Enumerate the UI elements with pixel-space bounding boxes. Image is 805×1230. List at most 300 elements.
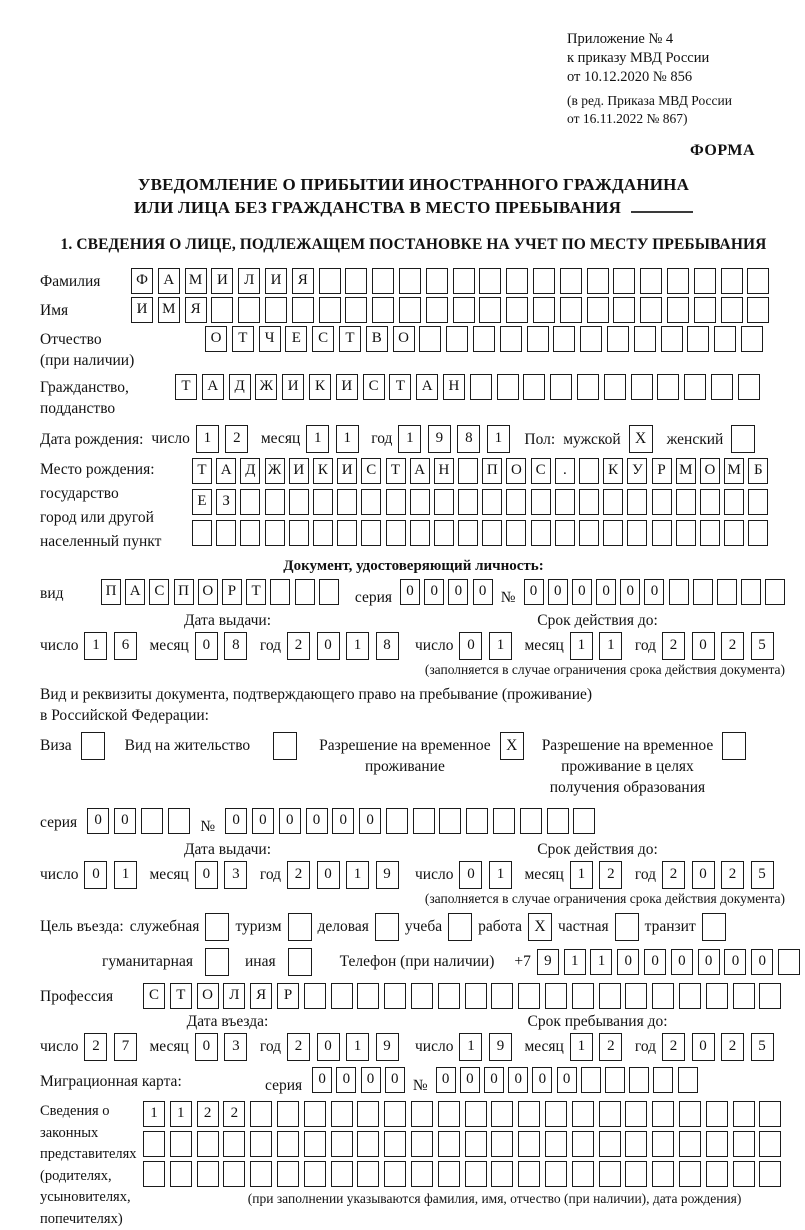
checkbox-purpose-transit[interactable] [702, 913, 726, 941]
char-cell[interactable] [527, 326, 549, 352]
char-cell[interactable]: О [205, 326, 227, 352]
char-cell[interactable] [384, 1131, 406, 1157]
char-cell[interactable]: 0 [385, 1067, 405, 1093]
char-cell[interactable] [506, 297, 528, 323]
char-cell[interactable]: Т [192, 458, 212, 484]
char-cell[interactable]: А [216, 458, 236, 484]
char-cell[interactable] [667, 297, 689, 323]
char-cell[interactable]: 1 [346, 1033, 369, 1061]
char-cell[interactable]: 0 [312, 1067, 332, 1093]
char-cell[interactable]: 2 [721, 632, 744, 660]
birth-year-input[interactable] [398, 425, 516, 453]
char-cell[interactable] [458, 520, 478, 546]
char-cell[interactable]: 0 [359, 808, 381, 834]
char-cell[interactable] [625, 1131, 647, 1157]
char-cell[interactable] [678, 1067, 698, 1093]
char-cell[interactable]: 0 [460, 1067, 480, 1093]
char-cell[interactable]: 0 [724, 949, 746, 975]
char-cell[interactable] [345, 268, 367, 294]
char-cell[interactable] [313, 520, 333, 546]
char-cell[interactable]: 2 [599, 861, 622, 889]
char-cell[interactable]: 0 [400, 579, 420, 605]
char-cell[interactable] [493, 808, 515, 834]
char-cell[interactable] [240, 489, 260, 515]
char-cell[interactable] [491, 983, 513, 1009]
char-cell[interactable] [778, 949, 800, 975]
char-cell[interactable] [170, 1131, 192, 1157]
char-cell[interactable] [426, 297, 448, 323]
char-cell[interactable] [482, 489, 502, 515]
char-cell[interactable] [714, 326, 736, 352]
char-cell[interactable] [304, 1161, 326, 1187]
char-cell[interactable] [413, 808, 435, 834]
char-cell[interactable]: 0 [572, 579, 592, 605]
char-cell[interactable]: 9 [537, 949, 559, 975]
char-cell[interactable] [506, 489, 526, 515]
char-cell[interactable]: 0 [532, 1067, 552, 1093]
char-cell[interactable] [520, 808, 542, 834]
checkbox-visa[interactable] [81, 732, 105, 760]
identity-valid-year-input[interactable] [662, 632, 780, 660]
char-cell[interactable]: 2 [721, 1033, 744, 1061]
char-cell[interactable] [168, 808, 190, 834]
char-cell[interactable]: 1 [489, 861, 512, 889]
char-cell[interactable]: 1 [487, 425, 510, 453]
char-cell[interactable] [669, 579, 689, 605]
char-cell[interactable] [733, 1101, 755, 1127]
char-cell[interactable] [733, 1161, 755, 1187]
char-cell[interactable]: 0 [225, 808, 247, 834]
char-cell[interactable] [652, 1131, 674, 1157]
char-cell[interactable] [419, 326, 441, 352]
char-cell[interactable] [599, 1101, 621, 1127]
char-cell[interactable] [497, 374, 519, 400]
char-cell[interactable] [599, 983, 621, 1009]
char-cell[interactable] [479, 268, 501, 294]
char-cell[interactable] [572, 1131, 594, 1157]
char-cell[interactable] [684, 374, 706, 400]
char-cell[interactable]: Р [652, 458, 672, 484]
char-cell[interactable] [555, 520, 575, 546]
char-cell[interactable] [143, 1131, 165, 1157]
char-cell[interactable] [277, 1131, 299, 1157]
char-cell[interactable] [613, 268, 635, 294]
char-cell[interactable]: А [410, 458, 430, 484]
representatives-line3-input[interactable] [143, 1161, 786, 1187]
checkbox-purpose-business[interactable] [375, 913, 399, 941]
char-cell[interactable]: Л [238, 268, 260, 294]
char-cell[interactable]: 9 [376, 1033, 399, 1061]
char-cell[interactable]: Л [223, 983, 245, 1009]
char-cell[interactable] [625, 983, 647, 1009]
char-cell[interactable] [289, 520, 309, 546]
char-cell[interactable] [289, 489, 309, 515]
char-cell[interactable]: 0 [692, 632, 715, 660]
char-cell[interactable] [319, 579, 339, 605]
char-cell[interactable] [384, 983, 406, 1009]
char-cell[interactable] [694, 268, 716, 294]
char-cell[interactable] [491, 1101, 513, 1127]
char-cell[interactable]: 0 [617, 949, 639, 975]
char-cell[interactable]: 9 [376, 861, 399, 889]
char-cell[interactable] [361, 489, 381, 515]
char-cell[interactable] [331, 1131, 353, 1157]
char-cell[interactable]: И [336, 374, 358, 400]
char-cell[interactable] [446, 326, 468, 352]
char-cell[interactable]: 0 [317, 632, 340, 660]
char-cell[interactable]: 0 [195, 632, 218, 660]
char-cell[interactable] [652, 489, 672, 515]
char-cell[interactable]: 0 [751, 949, 773, 975]
char-cell[interactable] [603, 489, 623, 515]
char-cell[interactable]: 1 [84, 632, 107, 660]
char-cell[interactable] [357, 1101, 379, 1127]
char-cell[interactable]: К [603, 458, 623, 484]
char-cell[interactable] [465, 1161, 487, 1187]
char-cell[interactable] [434, 489, 454, 515]
char-cell[interactable] [545, 1131, 567, 1157]
char-cell[interactable] [631, 374, 653, 400]
char-cell[interactable]: 5 [751, 861, 774, 889]
char-cell[interactable]: 0 [692, 861, 715, 889]
char-cell[interactable]: 5 [751, 632, 774, 660]
char-cell[interactable]: И [289, 458, 309, 484]
char-cell[interactable] [438, 1161, 460, 1187]
char-cell[interactable]: Е [192, 489, 212, 515]
char-cell[interactable] [652, 1101, 674, 1127]
char-cell[interactable] [491, 1161, 513, 1187]
char-cell[interactable]: 1 [398, 425, 421, 453]
char-cell[interactable]: 1 [196, 425, 219, 453]
checkbox-purpose-private[interactable] [615, 913, 639, 941]
char-cell[interactable] [361, 520, 381, 546]
char-cell[interactable] [518, 983, 540, 1009]
char-cell[interactable]: Я [185, 297, 207, 323]
birth-month-input[interactable] [306, 425, 365, 453]
char-cell[interactable]: 8 [457, 425, 480, 453]
char-cell[interactable]: 0 [459, 861, 482, 889]
char-cell[interactable] [657, 374, 679, 400]
char-cell[interactable]: О [197, 983, 219, 1009]
char-cell[interactable] [192, 520, 212, 546]
char-cell[interactable]: 0 [459, 632, 482, 660]
char-cell[interactable] [733, 1131, 755, 1157]
char-cell[interactable] [434, 520, 454, 546]
identity-valid-day-input[interactable] [459, 632, 518, 660]
char-cell[interactable] [277, 1161, 299, 1187]
char-cell[interactable]: 1 [459, 1033, 482, 1061]
char-cell[interactable]: 0 [317, 861, 340, 889]
char-cell[interactable] [518, 1131, 540, 1157]
char-cell[interactable]: 0 [424, 579, 444, 605]
char-cell[interactable] [357, 983, 379, 1009]
char-cell[interactable]: 0 [195, 861, 218, 889]
char-cell[interactable]: 1 [590, 949, 612, 975]
char-cell[interactable] [357, 1161, 379, 1187]
char-cell[interactable] [411, 1131, 433, 1157]
char-cell[interactable]: Т [232, 326, 254, 352]
identity-issue-year-input[interactable] [287, 632, 405, 660]
char-cell[interactable]: С [363, 374, 385, 400]
char-cell[interactable] [292, 297, 314, 323]
char-cell[interactable]: 2 [225, 425, 248, 453]
char-cell[interactable] [473, 326, 495, 352]
char-cell[interactable] [458, 489, 478, 515]
char-cell[interactable] [337, 520, 357, 546]
char-cell[interactable]: 1 [346, 861, 369, 889]
char-cell[interactable] [313, 489, 333, 515]
char-cell[interactable] [372, 268, 394, 294]
char-cell[interactable]: 8 [224, 632, 247, 660]
char-cell[interactable] [518, 1161, 540, 1187]
char-cell[interactable]: А [416, 374, 438, 400]
char-cell[interactable] [331, 983, 353, 1009]
char-cell[interactable]: . [555, 458, 575, 484]
char-cell[interactable] [587, 297, 609, 323]
char-cell[interactable]: 2 [197, 1101, 219, 1127]
char-cell[interactable] [479, 297, 501, 323]
char-cell[interactable] [465, 1131, 487, 1157]
char-cell[interactable] [579, 520, 599, 546]
char-cell[interactable]: С [361, 458, 381, 484]
char-cell[interactable]: 1 [336, 425, 359, 453]
char-cell[interactable] [250, 1101, 272, 1127]
char-cell[interactable] [741, 579, 761, 605]
representatives-line2-input[interactable] [143, 1131, 786, 1157]
char-cell[interactable] [572, 983, 594, 1009]
char-cell[interactable] [304, 1131, 326, 1157]
residence-valid-year-input[interactable] [662, 861, 780, 889]
char-cell[interactable] [197, 1131, 219, 1157]
char-cell[interactable]: С [143, 983, 165, 1009]
identity-issue-day-input[interactable] [84, 632, 143, 660]
char-cell[interactable]: О [393, 326, 415, 352]
char-cell[interactable]: 0 [557, 1067, 577, 1093]
char-cell[interactable] [667, 268, 689, 294]
phone-input[interactable] [537, 949, 805, 975]
char-cell[interactable] [652, 520, 672, 546]
char-cell[interactable]: 9 [489, 1033, 512, 1061]
char-cell[interactable] [500, 326, 522, 352]
char-cell[interactable]: 1 [570, 632, 593, 660]
residence-issue-year-input[interactable] [287, 861, 405, 889]
char-cell[interactable] [372, 297, 394, 323]
char-cell[interactable]: 0 [644, 579, 664, 605]
char-cell[interactable]: 1 [489, 632, 512, 660]
char-cell[interactable] [550, 374, 572, 400]
char-cell[interactable]: С [149, 579, 169, 605]
char-cell[interactable]: И [337, 458, 357, 484]
char-cell[interactable] [453, 268, 475, 294]
checkbox-sex-male[interactable]: X [629, 425, 653, 453]
char-cell[interactable]: 2 [223, 1101, 245, 1127]
char-cell[interactable] [640, 297, 662, 323]
char-cell[interactable]: Т [170, 983, 192, 1009]
char-cell[interactable]: Ж [265, 458, 285, 484]
char-cell[interactable] [706, 983, 728, 1009]
stay-month-input[interactable] [570, 1033, 629, 1061]
char-cell[interactable]: 0 [114, 808, 136, 834]
char-cell[interactable] [386, 489, 406, 515]
char-cell[interactable]: 0 [596, 579, 616, 605]
char-cell[interactable] [458, 458, 478, 484]
checkbox-purpose-tourism[interactable] [288, 913, 312, 941]
char-cell[interactable] [411, 983, 433, 1009]
char-cell[interactable]: Н [434, 458, 454, 484]
doc-series-input[interactable] [400, 579, 497, 605]
char-cell[interactable]: 0 [87, 808, 109, 834]
char-cell[interactable] [587, 268, 609, 294]
char-cell[interactable]: 2 [287, 1033, 310, 1061]
char-cell[interactable]: 0 [644, 949, 666, 975]
char-cell[interactable] [721, 268, 743, 294]
surname-input[interactable] [131, 268, 774, 294]
char-cell[interactable]: И [265, 268, 287, 294]
char-cell[interactable]: Е [285, 326, 307, 352]
char-cell[interactable]: П [101, 579, 121, 605]
char-cell[interactable] [560, 297, 582, 323]
char-cell[interactable] [738, 374, 760, 400]
profession-input[interactable] [143, 983, 786, 1009]
char-cell[interactable]: Т [246, 579, 266, 605]
char-cell[interactable] [572, 1101, 594, 1127]
char-cell[interactable]: 0 [332, 808, 354, 834]
char-cell[interactable]: 0 [692, 1033, 715, 1061]
char-cell[interactable]: О [198, 579, 218, 605]
char-cell[interactable]: Т [175, 374, 197, 400]
char-cell[interactable] [687, 326, 709, 352]
char-cell[interactable]: 0 [436, 1067, 456, 1093]
char-cell[interactable] [531, 520, 551, 546]
char-cell[interactable] [625, 1161, 647, 1187]
char-cell[interactable]: 9 [428, 425, 451, 453]
char-cell[interactable]: Р [277, 983, 299, 1009]
char-cell[interactable] [581, 1067, 601, 1093]
doc-number-input[interactable] [524, 579, 790, 605]
char-cell[interactable] [345, 297, 367, 323]
char-cell[interactable] [384, 1161, 406, 1187]
char-cell[interactable] [572, 1161, 594, 1187]
migration-series-input[interactable] [312, 1067, 409, 1093]
char-cell[interactable] [465, 983, 487, 1009]
char-cell[interactable] [386, 808, 408, 834]
char-cell[interactable] [580, 326, 602, 352]
char-cell[interactable] [141, 808, 163, 834]
stay-day-input[interactable] [459, 1033, 518, 1061]
char-cell[interactable]: 1 [564, 949, 586, 975]
char-cell[interactable]: 3 [224, 861, 247, 889]
char-cell[interactable]: Д [229, 374, 251, 400]
char-cell[interactable] [759, 1101, 781, 1127]
char-cell[interactable] [579, 489, 599, 515]
char-cell[interactable]: В [366, 326, 388, 352]
char-cell[interactable]: 1 [170, 1101, 192, 1127]
char-cell[interactable]: О [700, 458, 720, 484]
char-cell[interactable] [319, 297, 341, 323]
char-cell[interactable] [577, 374, 599, 400]
char-cell[interactable] [331, 1101, 353, 1127]
char-cell[interactable]: 0 [508, 1067, 528, 1093]
citizenship-input[interactable] [175, 374, 765, 400]
char-cell[interactable] [304, 983, 326, 1009]
char-cell[interactable] [295, 579, 315, 605]
char-cell[interactable] [238, 297, 260, 323]
char-cell[interactable] [759, 983, 781, 1009]
char-cell[interactable] [555, 489, 575, 515]
checkbox-temp-residence-permit[interactable]: X [500, 732, 524, 760]
char-cell[interactable] [170, 1161, 192, 1187]
char-cell[interactable] [465, 1101, 487, 1127]
char-cell[interactable] [240, 520, 260, 546]
char-cell[interactable] [748, 520, 768, 546]
char-cell[interactable]: Т [339, 326, 361, 352]
char-cell[interactable] [603, 520, 623, 546]
char-cell[interactable]: Ф [131, 268, 153, 294]
char-cell[interactable] [533, 297, 555, 323]
char-cell[interactable]: 2 [662, 861, 685, 889]
char-cell[interactable]: Н [443, 374, 465, 400]
char-cell[interactable] [506, 520, 526, 546]
char-cell[interactable] [759, 1131, 781, 1157]
entry-month-input[interactable] [195, 1033, 254, 1061]
char-cell[interactable]: Ч [259, 326, 281, 352]
patronymic-input[interactable] [205, 326, 768, 352]
char-cell[interactable]: 0 [671, 949, 693, 975]
char-cell[interactable] [426, 268, 448, 294]
char-cell[interactable]: М [158, 297, 180, 323]
char-cell[interactable] [547, 808, 569, 834]
char-cell[interactable]: 6 [114, 632, 137, 660]
char-cell[interactable]: 0 [252, 808, 274, 834]
char-cell[interactable]: О [506, 458, 526, 484]
char-cell[interactable] [700, 489, 720, 515]
char-cell[interactable]: 1 [143, 1101, 165, 1127]
char-cell[interactable] [304, 1101, 326, 1127]
char-cell[interactable]: 0 [473, 579, 493, 605]
char-cell[interactable]: 0 [484, 1067, 504, 1093]
char-cell[interactable]: Д [240, 458, 260, 484]
char-cell[interactable] [605, 1067, 625, 1093]
char-cell[interactable] [411, 1161, 433, 1187]
char-cell[interactable] [724, 520, 744, 546]
char-cell[interactable]: 1 [570, 1033, 593, 1061]
char-cell[interactable] [410, 489, 430, 515]
char-cell[interactable] [506, 268, 528, 294]
char-cell[interactable]: 1 [570, 861, 593, 889]
char-cell[interactable] [357, 1131, 379, 1157]
char-cell[interactable] [545, 1101, 567, 1127]
char-cell[interactable] [652, 983, 674, 1009]
char-cell[interactable]: Т [389, 374, 411, 400]
checkbox-purpose-humanitarian[interactable] [205, 948, 229, 976]
residence-valid-month-input[interactable] [570, 861, 629, 889]
char-cell[interactable]: Б [748, 458, 768, 484]
char-cell[interactable]: 0 [336, 1067, 356, 1093]
char-cell[interactable]: П [174, 579, 194, 605]
residence-valid-day-input[interactable] [459, 861, 518, 889]
char-cell[interactable] [625, 1101, 647, 1127]
char-cell[interactable]: 0 [317, 1033, 340, 1061]
char-cell[interactable] [700, 520, 720, 546]
char-cell[interactable] [711, 374, 733, 400]
char-cell[interactable] [599, 1161, 621, 1187]
char-cell[interactable] [679, 1161, 701, 1187]
char-cell[interactable] [250, 1161, 272, 1187]
char-cell[interactable] [216, 520, 236, 546]
char-cell[interactable] [607, 326, 629, 352]
birth-place-line3-input[interactable] [192, 520, 773, 546]
char-cell[interactable]: А [125, 579, 145, 605]
